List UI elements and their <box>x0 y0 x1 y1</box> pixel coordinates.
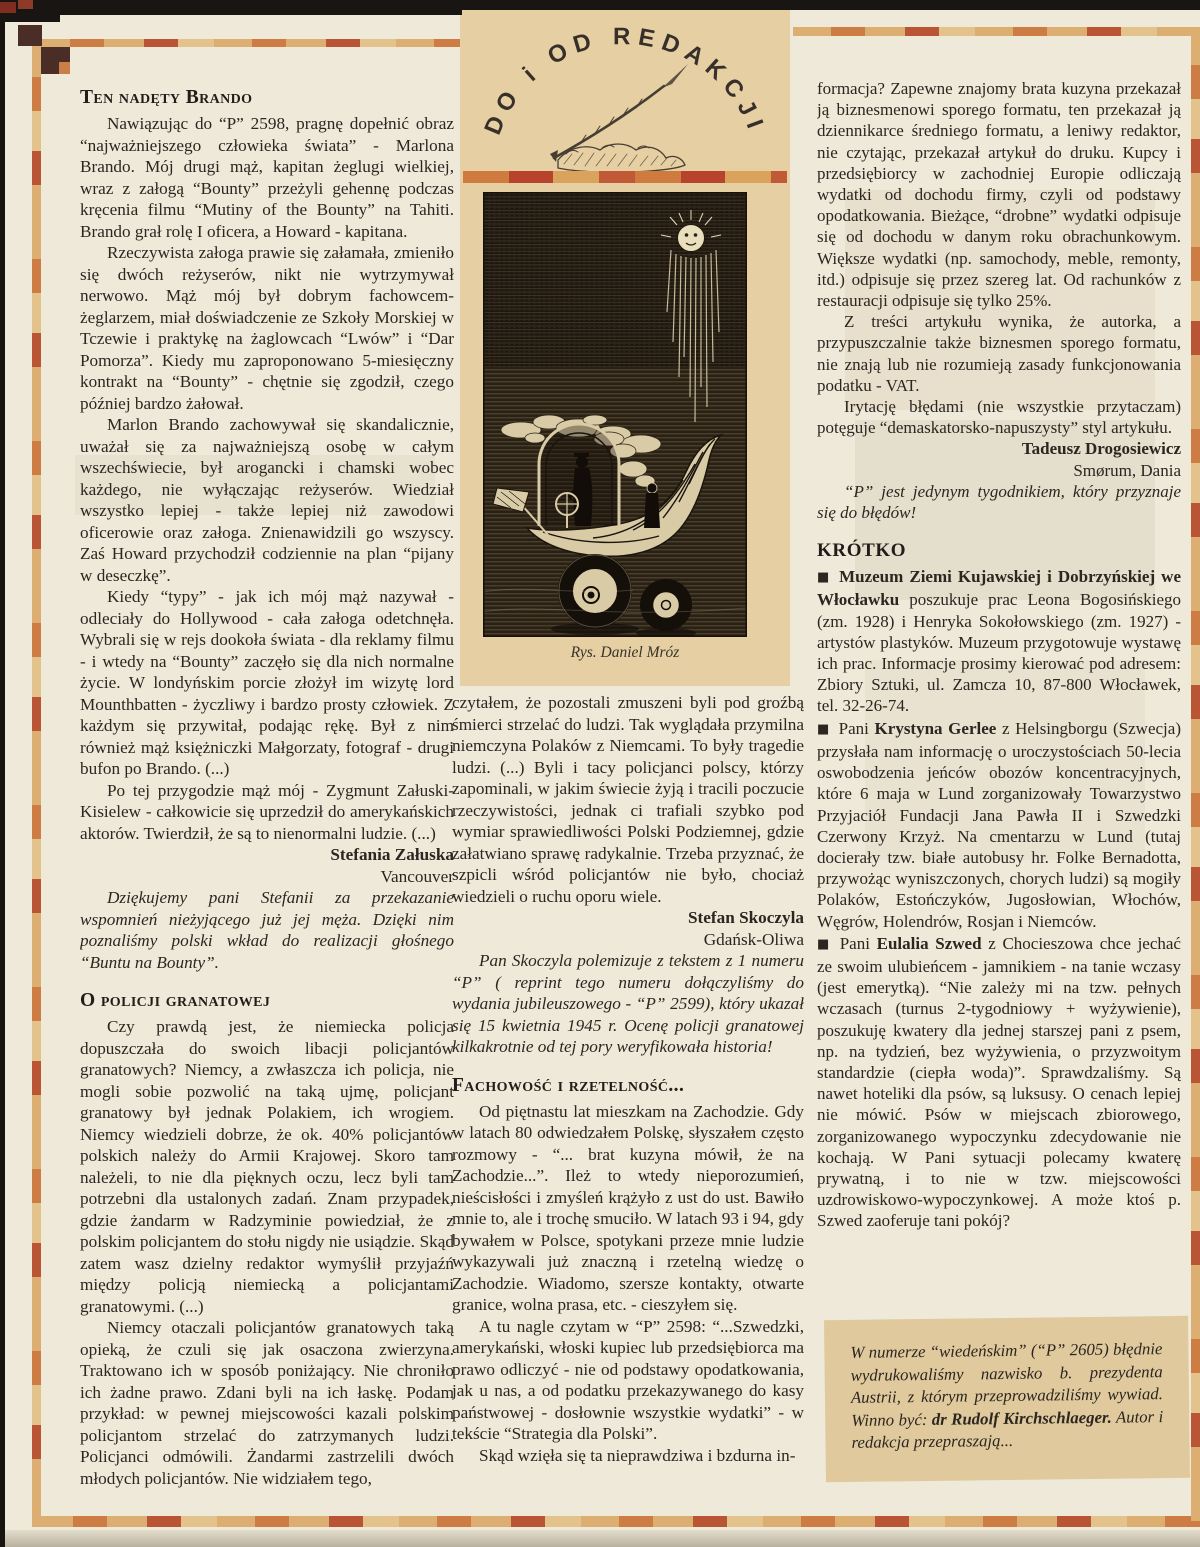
square-bullet-icon: ■ <box>817 936 832 952</box>
section-header <box>460 8 790 173</box>
article-title-policja: O policji granatowej <box>80 990 271 1011</box>
errata-box <box>824 1316 1190 1482</box>
news-item <box>817 933 1181 1232</box>
signature-name: Stefania Załuska <box>330 845 454 864</box>
illustration-caption: Rys. Daniel Mróz <box>570 644 680 661</box>
paragraph: czytałem, że pozostali zmuszeni byli pod groźbą śmierci strzelać do ludzi. Tak wyglądała przymilna niemczyna Polaków z Niemcami. To były tragedie ludzi. (...) Byli i tacy policjanci polscy, którzy zapominali, w jakim świecie żyją i tracili poczucie rzeczywistości, jednak ci trafiali szybko pod wymiar sprawiedliwości Polski Podziemnej, gdzie załatwiano sprawę radykalnie. Trzeba przyznać, że szpicli wśród policjantów nie było, chociaż wiedzieli o ruchu oporu wiele. <box>452 693 804 906</box>
scan-edge-top-left <box>0 0 462 15</box>
paragraph: A tu nagle czytam w “P” 2598: “...Szwedzki, amerykański, włoski kupiec lub przedsiębiorca ma prawo odliczyć - nie od podstawy opodatkowania, jak u nas, a od podatku przekazywanego do kasy państwowej - dosłownie wszystkie wydatki” - w tekście “Strategia dla Polski”. <box>452 1316 804 1443</box>
corner-tile <box>59 62 70 74</box>
section-title: DO i OD REDAKCJI <box>479 23 771 139</box>
tile-border-left <box>32 39 41 1527</box>
paragraph: Irytację błędami (nie wszystkie przytaczam) potęguje “demaskatorsko-napuszysty” styl artykułu. <box>817 397 1181 438</box>
mroz-illustration <box>483 192 747 637</box>
errata-text: W numerze “wiedeńskim” (“P” 2605) błędnie wydrukowaliśmy nazwisko b. prezydenta Austrii, z którym przeprowadziliśmy wywiad. Winno być: <box>850 1339 1164 1430</box>
signature-place: Smørum, Dania <box>1073 460 1181 480</box>
section-title-krotko: KRÓTKO <box>817 540 907 562</box>
quill-icon <box>550 64 688 172</box>
editor-reply: Dziękujemy pani Stefanii za przekazanie wspomnień nieżyjącego już jej męża. Dzięki nim poznaliśmy polski wkład do realizacji głośnego “Buntu na Bounty”. <box>80 888 454 972</box>
signature-place: Gdańsk-Oliwa <box>703 929 804 949</box>
magazine-page <box>5 0 1200 1547</box>
paragraph: Po tej przygodzie mąż mój - Zygmunt Załuski-Kisielew - całkowicie się uprzedził do amerykańskich aktorów. Twierdził, że są to nienormalni ludzie. (...) <box>80 780 454 843</box>
right-column <box>817 78 1181 1316</box>
paragraph: Marlon Brando zachowywał się skandalicznie, uważał się za najważniejszą osobę w całym wszechświecie, był arogancki i chamski wobec każdego, nie wyłączając reżyserów. Wiedział wszystko lepiej - także lepiej niż zawodowi oficerowie oraz załoga. Znienawidzili go wszyscy. Zaś Howard przychodził codziennie na plan “pijany w deseczkę”. <box>80 415 454 585</box>
square-bullet-icon: ■ <box>817 570 832 586</box>
paragraph: Kiedy “typy” - jak ich mój mąż nazywał - odleciały do Hollywood - cała załoga odetchnęła. Wybrali się w rejs dookoła świata - dla reklamy filmu - i wtedy na “Bounty” zaczęło się dla nich normalne życie. W londyńskim porcie złożył im wizytę lord Mounthbatten - życzliwy i bardzo prosty człowiek. Z każdym się przywitał, podając rękę. Był z nim również mąż księżniczki Małgorzaty, fotograf - drugi bufon po Brando. (...) <box>80 587 454 778</box>
news-item-text: z Chocieszowa chce jechać ze swoim ulubieńcem - jamnikiem - na tanie wczasy (jest emerytką). “Nie zależy mi na tzw. pełnych wczasach (turnus 2-tygodniowy + wyżywienie), poszukuję kwatery dla jednej starszej pani z psem, np. na tydzień, bez wyżywienia, o przyzwoitym standardzie (ciepła woda)”. Sprawdzaliśmy. Są nawet hoteliki dla psów, są luksusy. O cenach lepiej nie mówić. Psów w miejscach zbiorowego, zorganizowanego wypoczynku zdecydowanie nie kochają. W Pani sytuacji polecamy kwaterę prywatną, i to nie w tzw. miejscowości uzdrowiskowo-wypoczynkowej. A może ktoś p. Szwed zaoferuje tani pokój? <box>817 933 1181 1231</box>
news-item-text: z Helsingborgu (Szwecja) przysłała nam informację o uroczystościach 50-lecia oswobodzenia jeńców obozów koncentracyjnych, które 6 maja w Lund zorganizowały Towarzystwo Przyjaciół Fundacji Jana Pawła II i Szwedzki Czerwony Krzyż. Na cmentarzu w Lund (tutaj docierały tzw. białe autobusy hr. Folke Bernadotta, przywożąc wyniszczonych, chorych ludzi) są mogiły Polaków, Estończyków, Jugosłowian, Włochów, Węgrów, Holendrów, Rosjan i Niemców. <box>817 718 1181 931</box>
signature-place: Vancouver <box>380 866 454 886</box>
paragraph: Czy prawdą jest, że niemiecka policja dopuszczała do swoich libacji policjantów granatowych? Niemcy, a zwłaszcza ich policja, nie mogli sobie pozwolić na taką ujmę, policjant granatowy był jednak Polakiem, ich wrogiem. Niemcy wiedzieli dobrze, że ok. 40% policjantów polskich należy do Armii Krajowej. Skoro tam należeli, to nie dla pięknych oczu, lecz byli tam potrzebni dla ustalonych zadań. Znam przypadek, gdzie żandarm w Radzyminie powiedział, że z polskim policjantem do stołu nigdy nie usiądzie. Skąd zatem wasz dzielny redaktor wymyślił przyjaźń między policją niemiecką a policjantami granatowymi. (...) <box>80 1017 454 1316</box>
editor-reply: Pan Skoczyla polemizuje z tekstem z 1 numeru “P” ( reprint tego numeru dołączyliśmy do wydania jubileuszowego - “P” 2599), który ukazał się 15 kwietnia 1945 r. Ocenę policji granatowej kilkakrotnie od tej pory weryfikowała historia! <box>452 951 804 1056</box>
news-item-lead: Pani <box>839 933 877 953</box>
tile-border-top-right <box>793 27 1200 36</box>
middle-column <box>452 692 804 1522</box>
header-divider <box>463 171 787 183</box>
paragraph: Nawiązując do “P” 2598, pragnę dopełnić obraz “najważniejszego człowieka świata” - Marlona Brando. Mój drugi mąż, kapitan żeglugi wielkiej, wraz z załogą “Bounty” przeżyli gehennę podczas kręcenia filmu “Mutiny of the Bounty” na Tahiti. Brando grał rolę I oficera, a Howard - kapitana. <box>80 114 454 241</box>
paragraph: Od piętnastu lat mieszkam na Zachodzie. Gdy w latach 80 odwiedzałem Polskę, słyszałem często rozmowy - “... brat kuzyna mówił, że na Zachodzie...”. Ileż to wtedy nieporozumień, nieścisłości i zmyśleń krążyło z ust do ust. Bawiło mnie to, ale i trochę smuciło. W latach 93 i 94, gdy bywałem w Polsce, spotykani przeze mnie ludzie wykazywali już znaczną i rzetelną wiedzę o Zachodzie. Wiadomo, szersze kontakty, otwarte granice, wolna prasa, etc. - cieszyłem się. <box>452 1101 804 1314</box>
news-item-bold: Eulalia Szwed <box>876 933 982 953</box>
tile-border-right <box>1191 27 1200 1527</box>
news-item <box>817 566 1181 716</box>
signature-name: Tadeusz Drogosiewicz <box>1021 439 1181 459</box>
article-title-brando: Ten nadęty Brando <box>80 87 253 108</box>
signature-name: Stefan Skoczyla <box>687 908 804 927</box>
paragraph: Rzeczywista załoga prawie się załamała, zmieniło się dwóch reżyserów, nikt nie wytrzymywał nerwowo. Mąż mój był dobrym fachowcem-żeglarzem, miał doświadczenie ze Szkoły Morskiej w Tczewie i praktykę na żaglowcach “Lwów” i “Dar Pomorza”. Kiedy mu zaproponowano 5-miesięczny kontrakt na “Bounty” - chętnie się zgodził, czego później bardzo żałował. <box>80 243 454 413</box>
corner-tile <box>18 25 42 46</box>
news-item-bold: Krystyna Gerlee <box>874 718 997 738</box>
paragraph: Z treści artykułu wynika, że autorka, a przypuszczalnie także biznesmen sporego formatu, nie znają lub nie rozumieją zasady funkcjonowania podatku - VAT. <box>817 312 1181 395</box>
errata-text: Autor i redakcja przepraszają... <box>851 1406 1164 1452</box>
errata-correction: dr Rudolf Kirchschlaeger. <box>931 1407 1112 1429</box>
paragraph: formacja? Zapewne znajomy brata kuzyna przekazał ją biznesmenowi sporego formatu, ten przekazał ją dziennikarce średniego formatu, a leniwy redaktor, nie czytając, przekazał artykuł do druku. Kupcy i przedsiębiorcy w zachodniej Europie odliczają wydatki od dochodu firmy, czyli od podstawy opodatkowania. Bieżące, “drobne” wydatki odpisuje się od dochodu w danym roku obrachunkowym. Większe wydatki (np. samochody, meble, remonty, itd.) odpisuje się przez szereg lat. Od rachunków z restauracji odpisuje się tylko 25%. <box>817 79 1181 311</box>
editor-reply: “P” jest jedynym tygodnikiem, który przyznaje się do błędów! <box>817 481 1181 523</box>
square-bullet-icon: ■ <box>817 721 831 737</box>
tile-border-top-left <box>32 39 460 47</box>
news-item-text: poszukuje prac Leona Bogosińskiego (zm. 1928) i Henryka Sokołowskiego (zm. 1927) - artystów plastyków. Muzeum przygotowuje wystawę ich prac. Informacje prosimy kierować pod adresem: Zbiory Sztuki, ul. Zamcza 10, 87-800 Włocławek, tel. 32-26-74. <box>817 590 1181 716</box>
news-item <box>817 718 1181 932</box>
corner-red-tile <box>0 2 16 13</box>
article-title-fachowosc: Fachowość i rzetelność... <box>452 1074 685 1096</box>
scan-edge-shadow <box>5 1530 1200 1547</box>
left-column <box>80 86 454 1516</box>
news-item-lead: Pani <box>838 718 875 738</box>
corner-red-tile <box>18 0 33 9</box>
news-item-bold: Muzeum Ziemi Kujawskiej i Dobrzyńskiej we Włocławku <box>817 567 1181 610</box>
paragraph: Skąd wzięła się ta nieprawdziwa i bzdurna in- <box>479 1445 796 1465</box>
paragraph: Niemcy otaczali policjantów granatowych taką opieką, że czuli się jak osaczona zwierzyna. Traktowano ich w sposób poniżający. Nie chroniło ich żadne prawo. Zdani byli na ich łaskę. Podam przykład: w pewnej miejscowości kazali polskim policjantom strzelać do zatrzymanych ludzi. Policjanci odmówili. Żandarmi zastrzelili dwóch młodych policjantów. Nie widziałem tego, <box>80 1318 454 1488</box>
